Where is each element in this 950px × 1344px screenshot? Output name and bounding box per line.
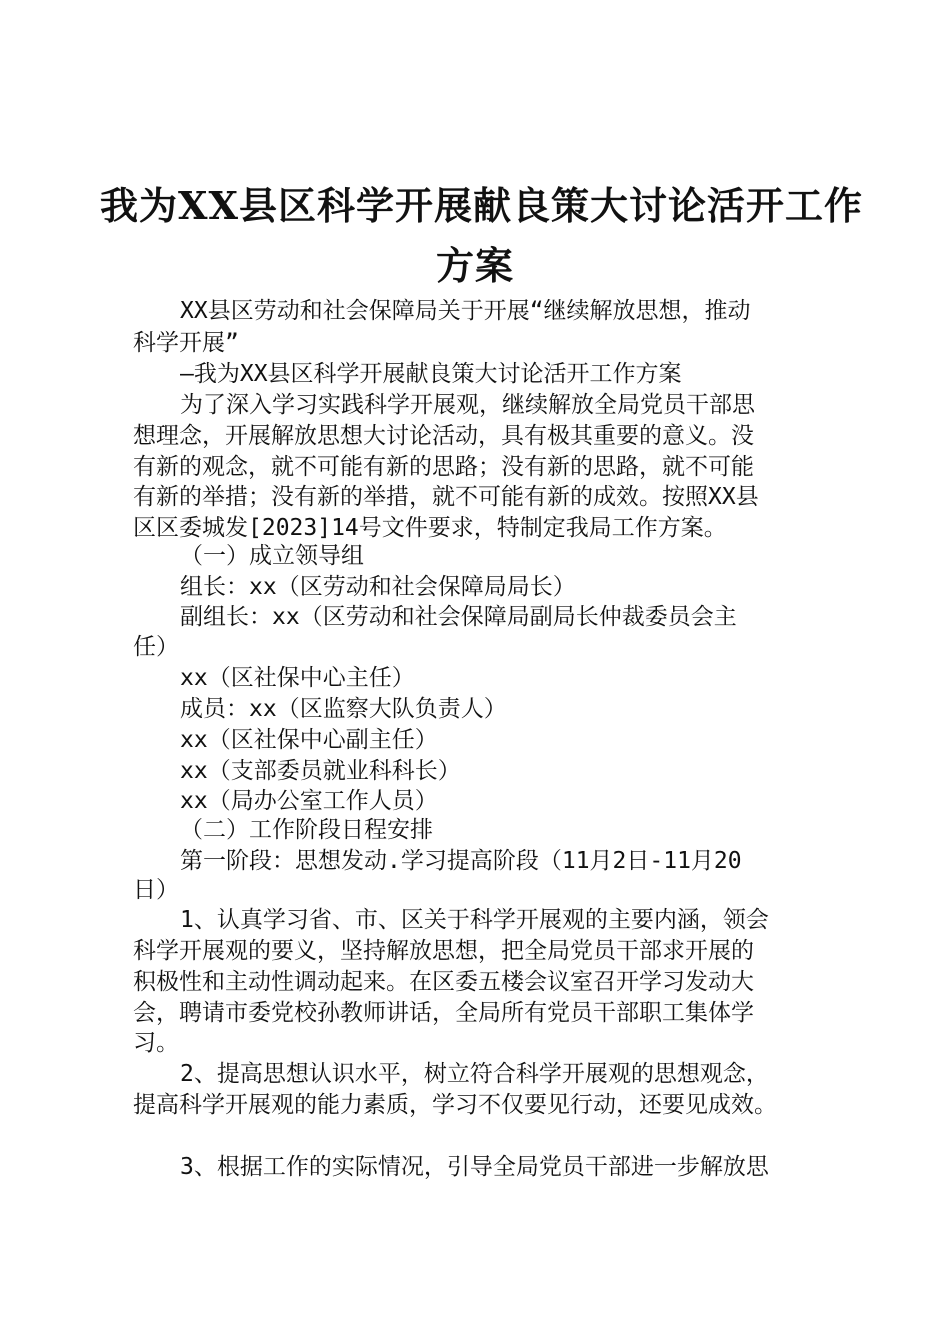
body-line: xx（局办公室工作人员） bbox=[180, 788, 438, 814]
body-line: 会，聘请市委党校孙教师讲话，全局所有党员干部职工集体学 bbox=[133, 1000, 754, 1026]
body-line: 有新的观念，就不可能有新的思路；没有新的思路，就不可能 bbox=[133, 454, 754, 480]
body-line: 组长：xx（区劳动和社会保障局局长） bbox=[180, 574, 576, 600]
body-line: 3、根据工作的实际情况，引导全局党员干部进一步解放思 bbox=[180, 1154, 769, 1180]
section-heading: （二）工作阶段日程安排 bbox=[180, 817, 433, 843]
body-line: —我为XX县区科学开展献良策大讨论活开工作方案 bbox=[180, 361, 682, 387]
body-line: 日） bbox=[133, 877, 179, 903]
document-title-line-2: 方案 bbox=[435, 243, 514, 288]
body-line: xx（区社保中心主任） bbox=[180, 665, 415, 691]
body-line: 提高科学开展观的能力素质，学习不仅要见行动，还要见成效。 bbox=[133, 1092, 777, 1118]
body-line: 副组长：xx（区劳动和社会保障局副局长仲裁委员会主 bbox=[180, 604, 737, 630]
document-title-line-1 bbox=[100, 182, 863, 230]
body-line: 习。 bbox=[133, 1030, 179, 1056]
title-part-1: 我为 bbox=[100, 183, 179, 228]
body-line: 2、提高思想认识水平，树立符合科学开展观的思想观念， bbox=[180, 1061, 769, 1087]
body-line: 科学开展观的要义，坚持解放思想，把全局党员干部求开展的 bbox=[133, 938, 754, 964]
body-line: 科学开展” bbox=[133, 330, 239, 356]
body-line: 积极性和主动性调动起来。在区委五楼会议室召开学习发动大 bbox=[133, 969, 754, 995]
body-line: xx（支部委员就业科科长） bbox=[180, 758, 461, 784]
body-line: XX县区劳动和社会保障局关于开展“继续解放思想，推动 bbox=[180, 298, 751, 324]
body-line: 区区委城发[2023]14号文件要求，特制定我局工作方案。 bbox=[133, 515, 727, 541]
body-line: 想理念，开展解放思想大讨论活动，具有极其重要的意义。没 bbox=[133, 423, 754, 449]
body-line: 1、认真学习省、市、区关于科学开展观的主要内涵，领会 bbox=[180, 907, 769, 933]
section-heading: （一）成立领导组 bbox=[180, 543, 364, 569]
title-part-bold: XX bbox=[178, 183, 239, 228]
title-part-2: 县区科学开展献良策大讨论活开工作 bbox=[238, 183, 863, 228]
body-line: xx（区社保中心副主任） bbox=[180, 727, 438, 753]
body-line: 任） bbox=[133, 634, 179, 660]
body-line: 为了深入学习实践科学开展观，继续解放全局党员干部思 bbox=[180, 392, 755, 418]
body-line: 成员：xx（区监察大队负责人） bbox=[180, 696, 507, 722]
body-line: 有新的举措；没有新的举措，就不可能有新的成效。按照XX县 bbox=[133, 484, 759, 510]
body-line: 第一阶段：思想发动.学习提高阶段（11月2日-11月20 bbox=[180, 848, 742, 874]
